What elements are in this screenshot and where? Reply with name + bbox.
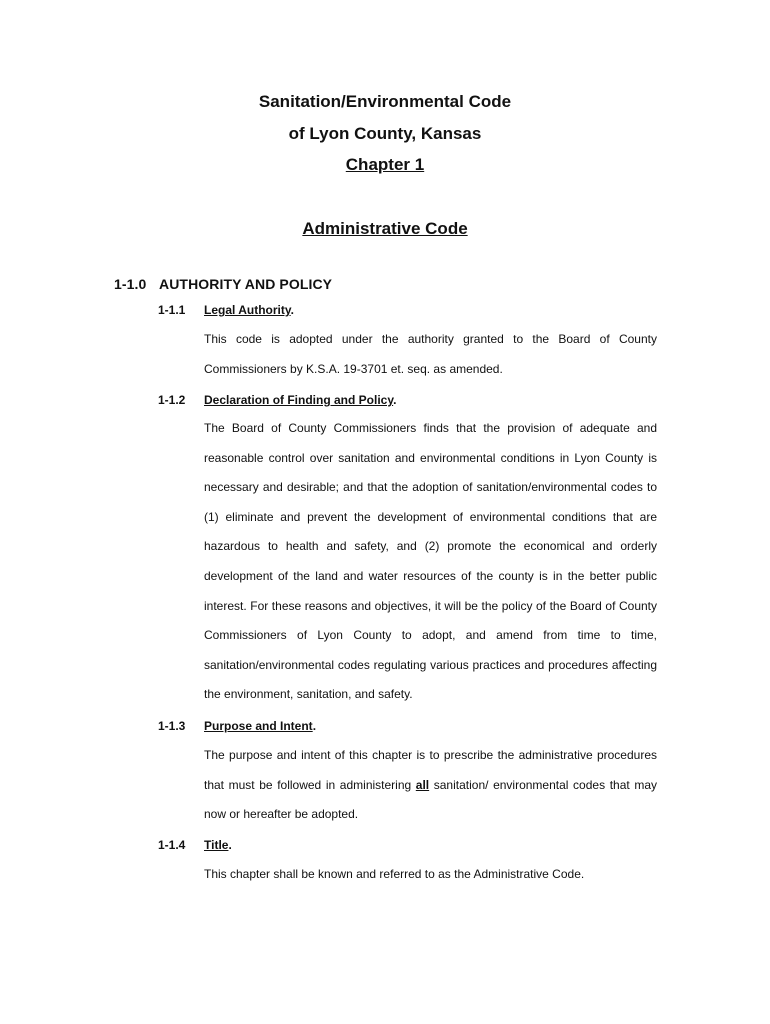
section-heading: [114, 276, 332, 292]
heading-period: .: [228, 838, 232, 852]
subsection-heading-purpose: [158, 719, 316, 733]
subsection-text-declaration: The Board of County Commissioners finds that the provision of adequate and reasonable control over sanitation and environmental conditions in Lyon County is necessary and desirable; and that the adoption of sanitation/environmental codes to (1) eliminate and prevent the development of environmental conditions that are hazardous to health and safety, and (2) promote the economical and orderly development of the land and water resources of the county is in the better public interest. For these reasons and objectives, it will be the policy of the Board of County Commissioners of Lyon County to adopt, and amend from time to time, sanitation/environmental codes regulating various practices and procedures affecting the environment, sanitation, and safety.: [204, 421, 657, 702]
section-title: AUTHORITY AND POLICY: [159, 276, 333, 292]
subsection-heading-declaration: [158, 393, 396, 407]
subsection-number: 1-1.2: [158, 393, 186, 407]
subsection-title: Legal Authority: [204, 303, 291, 317]
chapter-heading: Chapter 1: [345, 155, 425, 174]
subsection-title: Purpose and Intent: [204, 719, 313, 733]
subsection-title: Declaration of Finding and Policy: [204, 393, 394, 407]
subsection-text-purpose: [204, 741, 657, 830]
subsection-heading-legal-authority: [158, 303, 294, 317]
subsection-text-legal-authority: This code is adopted under the authority granted to the Board of County Commissioners by K.S.A. 19-3701 et. seq. as amended.: [204, 332, 657, 376]
heading-period: .: [393, 393, 397, 407]
section-number: 1-1.0: [114, 276, 147, 292]
heading-period: .: [312, 719, 317, 733]
heading-period: .: [290, 303, 295, 317]
subsection-number: 1-1.1: [158, 303, 186, 317]
subsection-heading-title: [158, 838, 232, 852]
purpose-text-after: sanitation/ environmental codes that may now or hereafter be adopted.: [204, 777, 657, 822]
chapter-subtitle: Administrative Code: [302, 219, 468, 238]
document-title-line1: Sanitation/Environmental Code: [258, 92, 512, 111]
subsection-number: 1-1.3: [158, 719, 186, 733]
document-title-line2: of Lyon County, Kansas: [288, 124, 482, 143]
subsection-number: 1-1.4: [158, 838, 186, 852]
purpose-text-emphasis: all: [415, 777, 430, 792]
subsection-text-title: This chapter shall be known and referred to as the Administrative Code.: [204, 867, 585, 881]
purpose-text-before: The purpose and intent of this chapter is to prescribe the administrative procedures that must be followed in administering: [204, 748, 657, 792]
subsection-title: Title: [204, 838, 229, 852]
